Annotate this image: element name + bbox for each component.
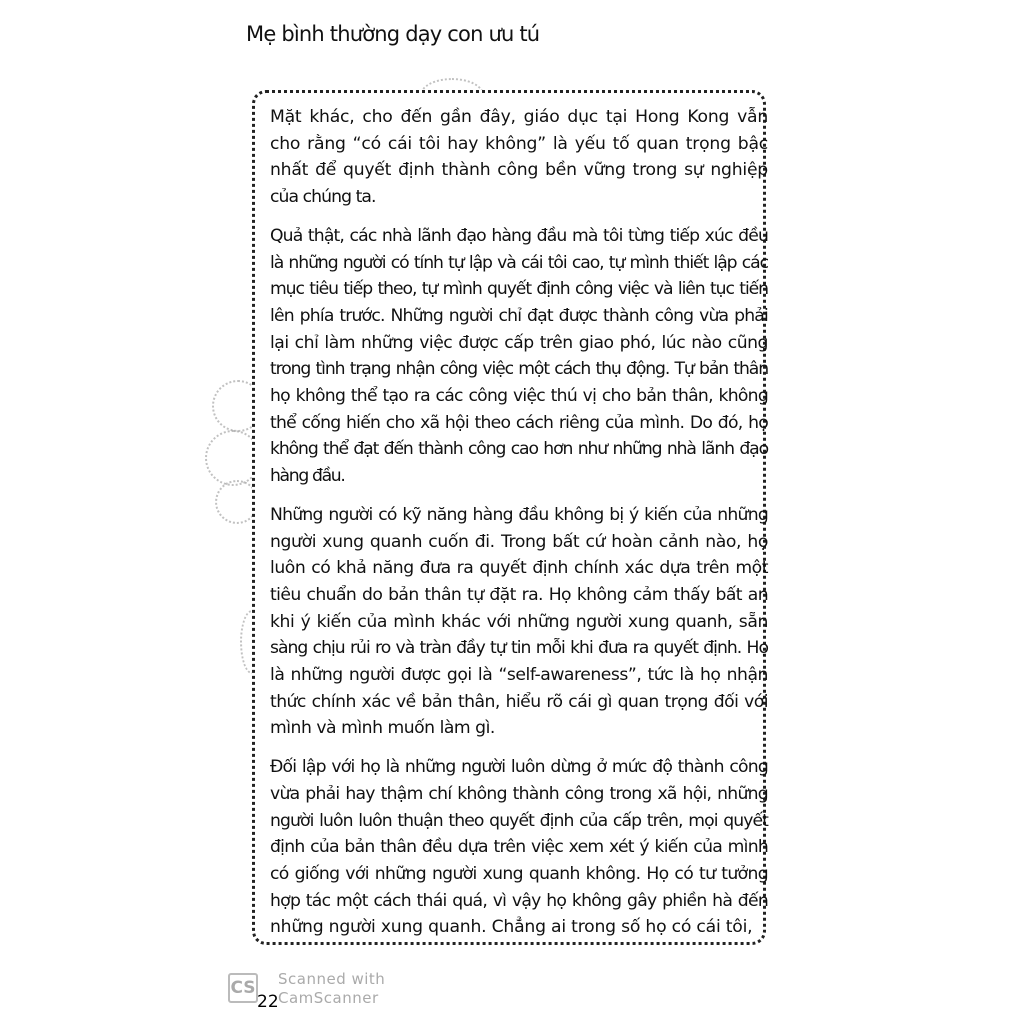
- text-line: cho rằng “có cái tôi hay không” là yếu tố quan trọng bậc: [270, 133, 768, 154]
- text-line: Đối lập với họ là những người luôn dừng ở mức độ thành công: [270, 757, 768, 778]
- watermark-line2: CamScanner: [278, 989, 379, 1007]
- text-line: của chúng ta.: [270, 187, 376, 208]
- text-line: thể cống hiến cho xã hội theo cách riêng của mình. Do đó, họ: [270, 412, 768, 433]
- watermark-line1: Scanned with: [278, 970, 386, 988]
- text-line: thức chính xác về bản thân, hiểu rõ cái gì quan trọng đối với: [270, 691, 768, 712]
- camscanner-watermark: [278, 970, 385, 1008]
- text-line: tiêu chuẩn do bản thân tự đặt ra. Họ không cảm thấy bất an: [270, 584, 768, 605]
- text-line: là những người có tính tự lập và cái tôi cao, tự mình thiết lập các: [270, 252, 768, 273]
- text-line: có giống với những người xung quanh không. Họ có tư tưởng: [270, 863, 768, 884]
- paragraph: [270, 104, 768, 211]
- text-line: Những người có kỹ năng hàng đầu không bị ý kiến của những: [270, 504, 768, 525]
- camscanner-logo: CS: [228, 973, 258, 1003]
- text-line: hàng đầu.: [270, 466, 345, 487]
- paragraph: [270, 223, 768, 490]
- text-line: luôn có khả năng đưa ra quyết định chính xác dựa trên một: [270, 558, 768, 579]
- text-line: vừa phải hay thậm chí không thành công trong xã hội, những: [270, 783, 768, 804]
- text-line: là những người được gọi là “self-awareness”, tức là họ nhận: [270, 665, 768, 686]
- body-text: [270, 104, 768, 953]
- text-line: Mặt khác, cho đến gần đây, giáo dục tại Hong Kong vẫn: [270, 107, 768, 127]
- text-line: không thể đạt đến thành công cao hơn như những nhà lãnh đạo: [270, 439, 768, 460]
- text-line: khi ý kiến của mình khác với những người xung quanh, sẵn: [270, 611, 768, 632]
- text-line: trong tình trạng nhận công việc một cách thụ động. Tự bản thân: [270, 359, 768, 380]
- text-line: mục tiêu tiếp theo, tự mình quyết định công việc và liên tục tiến: [270, 279, 768, 300]
- text-line: sàng chịu rủi ro và tràn đầy tự tin mỗi khi đưa ra quyết định. Họ: [270, 638, 768, 659]
- text-line: Quả thật, các nhà lãnh đạo hàng đầu mà tôi từng tiếp xúc đều: [270, 225, 768, 246]
- text-line: lại chỉ làm những việc được cấp trên giao phó, lúc nào cũng: [270, 332, 768, 353]
- running-head: Mẹ bình thường dạy con ưu tú: [246, 22, 540, 46]
- paragraph: [270, 502, 768, 742]
- text-line: mình và mình muốn làm gì.: [270, 718, 495, 739]
- text-line: những người xung quanh. Chẳng ai trong số họ có cái tôi,: [270, 917, 753, 938]
- text-line: lên phía trước. Những người chỉ đạt được thành công vừa phải: [270, 305, 768, 326]
- text-line: người xung quanh cuốn đi. Trong bất cứ hoàn cảnh nào, họ: [270, 531, 768, 552]
- text-line: định của bản thân đều dựa trên việc xem xét ý kiến của mình: [270, 837, 768, 858]
- text-line: họ không thể tạo ra các công việc thú vị cho bản thân, không: [270, 386, 768, 407]
- text-line: người luôn luôn thuận theo quyết định của cấp trên, mọi quyết: [270, 810, 768, 831]
- text-line: nhất để quyết định thành công bền vững trong sự nghiệp: [270, 160, 768, 181]
- paragraph: [270, 754, 768, 941]
- page-number: 22: [257, 992, 279, 1012]
- text-line: hợp tác một cách thái quá, vì vậy họ không gây phiền hà đến: [270, 890, 768, 911]
